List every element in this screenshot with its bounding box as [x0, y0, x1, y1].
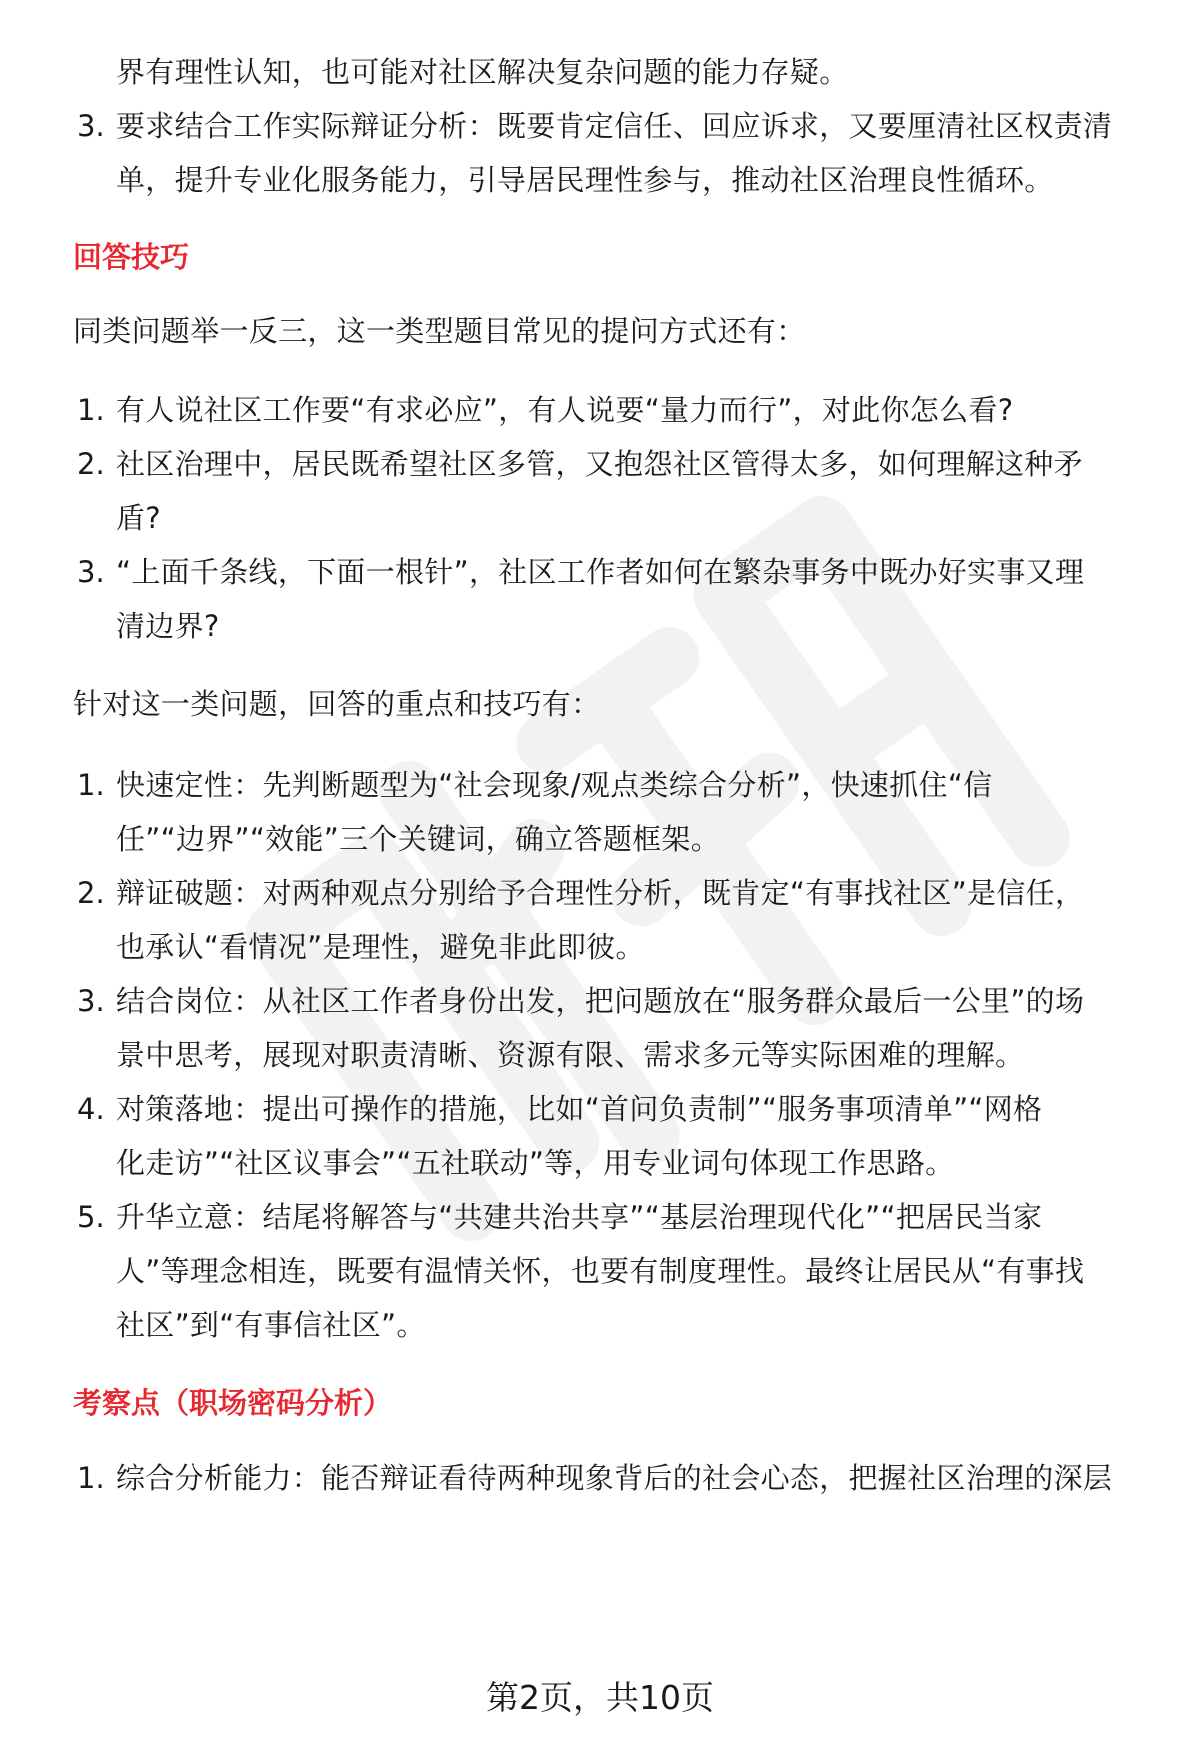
paragraph-line: 针对这一类问题，回答的重点和技巧有： — [73, 687, 601, 721]
section-heading: 考察点（职场密码分析） — [73, 1386, 393, 1420]
list-number: 2. — [77, 876, 105, 910]
list-number: 4. — [77, 1092, 105, 1126]
section-heading: 回答技巧 — [73, 240, 190, 274]
list-item-line: 综合分析能力：能否辩证看待两种现象背后的社会心态，把握社区治理的深层 — [116, 1461, 1113, 1495]
list-item-line: 辩证破题：对两种观点分别给予合理性分析，既肯定“有事找社区”是信任， — [116, 876, 1085, 910]
list-number: 3. — [77, 984, 105, 1018]
list-item-line: 人”等理念相连，既要有温情关怀，也要有制度理性。最终让居民从“有事找 — [116, 1254, 1085, 1288]
list-number: 5. — [77, 1200, 105, 1234]
list-item-line: 社区”到“有事信社区”。 — [116, 1308, 426, 1342]
list-item-line: 化走访”“社区议事会”“五社联动”等，用专业词句体现工作思路。 — [116, 1146, 955, 1180]
list-number: 1. — [77, 768, 105, 802]
list-item-line: 单，提升专业化服务能力，引导居民理性参与，推动社区治理良性循环。 — [116, 163, 1054, 197]
list-item-line: “上面千条线，下面一根针”，社区工作者如何在繁杂事务中既办好实事又理 — [116, 555, 1085, 589]
list-item-line: 盾? — [116, 501, 161, 535]
list-number: 3. — [77, 109, 105, 143]
list-number: 1. — [77, 393, 105, 427]
list-item-line: 快速定性：先判断题型为“社会现象/观点类综合分析”，快速抓住“信 — [116, 768, 993, 802]
list-item-line: 清边界? — [116, 609, 220, 643]
list-item-line: 对策落地：提出可操作的措施，比如“首问负责制”“服务事项清单”“网格 — [116, 1092, 1043, 1126]
list-item-line: 景中思考，展现对职责清晰、资源有限、需求多元等实际困难的理解。 — [116, 1038, 1025, 1072]
list-item-line: 要求结合工作实际辩证分析：既要肯定信任、回应诉求，又要厘清社区权责清 — [116, 109, 1113, 143]
list-item-line: 有人说社区工作要“有求必应”，有人说要“量力而行”，对此你怎么看? — [116, 393, 1014, 427]
list-number: 3. — [77, 555, 105, 589]
page-indicator: 第2页，共10页 — [486, 1678, 714, 1717]
paragraph-line: 同类问题举一反三，这一类型题目常见的提问方式还有： — [73, 314, 806, 348]
paragraph-line: 界有理性认知，也可能对社区解决复杂问题的能力存疑。 — [116, 55, 849, 89]
list-item-line: 升华立意：结尾将解答与“共建共治共享”“基层治理现代化”“把居民当家 — [116, 1200, 1043, 1234]
list-item-line: 也承认“看情况”是理性，避免非此即彼。 — [116, 930, 645, 964]
list-item-line: 社区治理中，居民既希望社区多管，又抱怨社区管得太多，如何理解这种矛 — [116, 447, 1083, 481]
list-item-line: 任”“边界”“效能”三个关键词，确立答题框架。 — [116, 822, 721, 856]
list-number: 2. — [77, 447, 105, 481]
list-item-line: 结合岗位：从社区工作者身份出发，把问题放在“服务群众最后一公里”的场 — [116, 984, 1085, 1018]
list-number: 1. — [77, 1461, 105, 1495]
